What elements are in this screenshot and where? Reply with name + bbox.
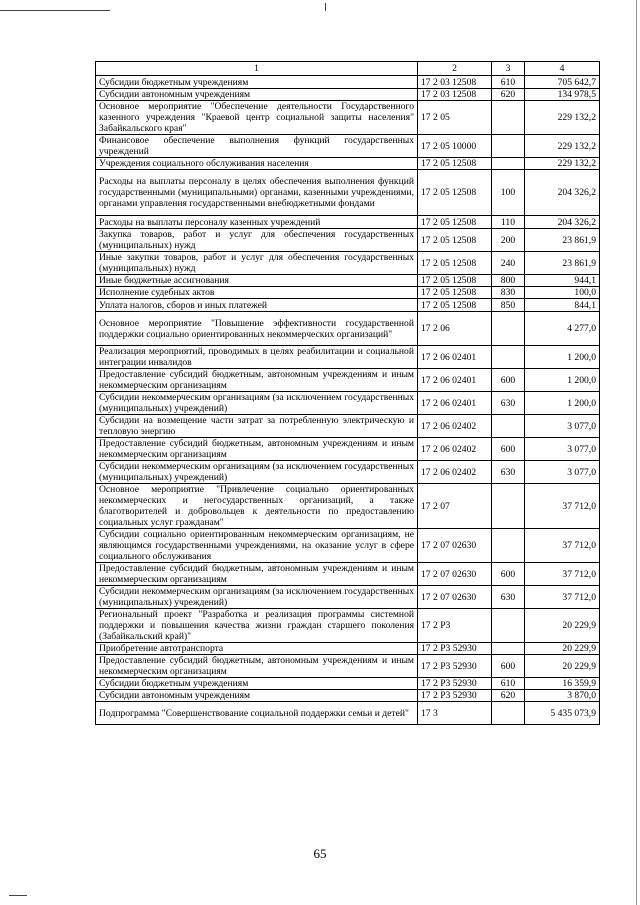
row-code-cell: 17 2 05 12508 xyxy=(418,287,492,299)
row-type-cell: 110 xyxy=(492,216,525,229)
table-row xyxy=(96,484,600,529)
row-type-cell xyxy=(492,609,525,643)
row-type-cell xyxy=(492,312,525,346)
table-row xyxy=(96,655,600,678)
row-code-cell: 17 2 P3 xyxy=(418,609,492,643)
row-sum-cell: 4 277,0 xyxy=(525,312,600,346)
row-code-cell: 17 2 05 12508 xyxy=(418,170,492,216)
row-type-cell: 600 xyxy=(492,369,525,392)
row-sum-cell: 16 359,9 xyxy=(525,678,600,690)
row-sum-cell: 20 229,9 xyxy=(525,643,600,655)
row-code-cell: 17 2 07 xyxy=(418,484,492,529)
row-type-cell xyxy=(492,346,525,369)
row-code-cell: 17 2 06 02401 xyxy=(418,369,492,392)
table-row xyxy=(96,216,600,229)
row-code-cell: 17 2 05 12508 xyxy=(418,275,492,287)
header-cell: 3 xyxy=(492,62,525,76)
table-row xyxy=(96,299,600,312)
row-code-cell: 17 2 05 12508 xyxy=(418,158,492,170)
table-row xyxy=(96,415,600,438)
row-sum-cell: 100,0 xyxy=(525,287,600,299)
row-name-cell: Субсидии социально ориентированным некоммерческим организациям, не являющимся государственными учреждениями, на оказание услуг в сфере социального обслуживания xyxy=(96,529,418,563)
table-row xyxy=(96,346,600,369)
row-type-cell: 600 xyxy=(492,438,525,461)
row-code-cell: 17 2 06 02401 xyxy=(418,346,492,369)
row-name-cell: Основное мероприятие "Обеспечение деятельности Государственного казенного учреждения "Краевой центр социальной защиты населения" Забайкальского края" xyxy=(96,101,418,135)
table-row xyxy=(96,252,600,275)
row-type-cell xyxy=(492,101,525,135)
row-code-cell: 17 2 07 02630 xyxy=(418,563,492,586)
table-row xyxy=(96,563,600,586)
row-type-cell: 850 xyxy=(492,299,525,312)
row-code-cell: 17 2 06 xyxy=(418,312,492,346)
row-sum-cell: 1 200,0 xyxy=(525,392,600,415)
row-sum-cell: 229 132,2 xyxy=(525,158,600,170)
row-type-cell: 630 xyxy=(492,586,525,609)
table-row xyxy=(96,392,600,415)
row-name-cell: Региональный проект "Разработка и реализация программы системной поддержки и повышения качества жизни граждан старшего поколения (Забайкальский край)" xyxy=(96,609,418,643)
row-sum-cell: 1 200,0 xyxy=(525,346,600,369)
row-name-cell: Предоставление субсидий бюджетным, автономным учреждениям и иным некоммерческим организациям xyxy=(96,655,418,678)
row-name-cell: Субсидии бюджетным учреждениям xyxy=(96,678,418,690)
row-type-cell: 100 xyxy=(492,170,525,216)
row-sum-cell: 229 132,2 xyxy=(525,135,600,158)
budget-table xyxy=(95,61,600,725)
page-number: 65 xyxy=(313,846,327,861)
row-code-cell: 17 2 07 02630 xyxy=(418,529,492,563)
row-name-cell: Предоставление субсидий бюджетным, автономным учреждениям и иным некоммерческим организациям xyxy=(96,369,418,392)
table-row xyxy=(96,135,600,158)
row-code-cell: 17 2 06 02401 xyxy=(418,392,492,415)
table-row xyxy=(96,438,600,461)
row-type-cell: 240 xyxy=(492,252,525,275)
row-type-cell xyxy=(492,415,525,438)
row-sum-cell: 134 978,5 xyxy=(525,89,600,101)
row-code-cell: 17 2 P3 52930 xyxy=(418,678,492,690)
row-sum-cell: 20 229,9 xyxy=(525,609,600,643)
row-code-cell: 17 2 03 12508 xyxy=(418,89,492,101)
row-type-cell xyxy=(492,158,525,170)
row-name-cell: Учреждения социального обслуживания населения xyxy=(96,158,418,170)
row-code-cell: 17 2 05 12508 xyxy=(418,216,492,229)
row-code-cell: 17 3 xyxy=(418,702,492,725)
row-sum-cell: 3 077,0 xyxy=(525,415,600,438)
table-row xyxy=(96,76,600,89)
row-name-cell: Субсидии некоммерческим организациям (за исключением государственных (муниципальных) учреждений) xyxy=(96,392,418,415)
table-row xyxy=(96,461,600,484)
row-sum-cell: 3 077,0 xyxy=(525,461,600,484)
row-sum-cell: 944,1 xyxy=(525,275,600,287)
row-type-cell: 610 xyxy=(492,678,525,690)
row-type-cell: 600 xyxy=(492,655,525,678)
row-name-cell: Реализация мероприятий, проводимых в целях реабилитации и социальной интеграции инвалидов xyxy=(96,346,418,369)
row-name-cell: Субсидии бюджетным учреждениям xyxy=(96,76,418,89)
row-sum-cell: 705 642,7 xyxy=(525,76,600,89)
row-name-cell: Исполнение судебных актов xyxy=(96,287,418,299)
row-sum-cell: 5 435 073,9 xyxy=(525,702,600,725)
row-type-cell xyxy=(492,643,525,655)
row-type-cell: 620 xyxy=(492,690,525,702)
scan-edge-mark xyxy=(636,0,637,905)
row-type-cell: 630 xyxy=(492,392,525,415)
row-sum-cell: 204 326,2 xyxy=(525,170,600,216)
table-row xyxy=(96,643,600,655)
table-row xyxy=(96,89,600,101)
header-cell: 2 xyxy=(418,62,492,76)
row-sum-cell: 37 712,0 xyxy=(525,586,600,609)
row-code-cell: 17 2 P3 52930 xyxy=(418,655,492,678)
row-type-cell: 800 xyxy=(492,275,525,287)
table-row xyxy=(96,287,600,299)
row-code-cell: 17 2 05 12508 xyxy=(418,299,492,312)
row-name-cell: Субсидии некоммерческим организациям (за исключением государственных (муниципальных) учреждений) xyxy=(96,461,418,484)
row-code-cell: 17 2 06 02402 xyxy=(418,415,492,438)
table-row xyxy=(96,609,600,643)
row-sum-cell: 37 712,0 xyxy=(525,563,600,586)
table-row xyxy=(96,158,600,170)
row-name-cell: Основное мероприятие "Привлечение социально ориентированных некоммерческих и негосударственных организаций, а также благотворителей и добровольцев к деятельности по предоставлению социальных услуг гражданам" xyxy=(96,484,418,529)
table-header-row xyxy=(96,62,600,76)
table-row xyxy=(96,586,600,609)
row-code-cell: 17 2 05 12508 xyxy=(418,229,492,252)
table-row xyxy=(96,101,600,135)
table-row xyxy=(96,690,600,702)
row-name-cell: Субсидии автономным учреждениям xyxy=(96,89,418,101)
row-type-cell: 610 xyxy=(492,76,525,89)
row-sum-cell: 204 326,2 xyxy=(525,216,600,229)
table-row xyxy=(96,229,600,252)
row-type-cell: 830 xyxy=(492,287,525,299)
table-row xyxy=(96,702,600,725)
row-type-cell xyxy=(492,135,525,158)
row-name-cell: Расходы на выплаты персоналу казенных учреждений xyxy=(96,216,418,229)
row-sum-cell: 3 077,0 xyxy=(525,438,600,461)
row-code-cell: 17 2 07 02630 xyxy=(418,586,492,609)
table-row xyxy=(96,312,600,346)
row-code-cell: 17 2 P3 52930 xyxy=(418,690,492,702)
table-row xyxy=(96,678,600,690)
table-row xyxy=(96,529,600,563)
row-name-cell: Предоставление субсидий бюджетным, автономным учреждениям и иным некоммерческим организациям xyxy=(96,438,418,461)
row-name-cell: Подпрограмма "Совершенствование социальной поддержки семьи и детей" xyxy=(96,702,418,725)
scan-edge-mark xyxy=(0,10,110,11)
row-code-cell: 17 2 03 12508 xyxy=(418,76,492,89)
table-row xyxy=(96,170,600,216)
row-name-cell: Субсидии на возмещение части затрат за потребленную электрическую и тепловую энергию xyxy=(96,415,418,438)
row-name-cell: Основное мероприятие "Повышение эффективности государственной поддержки социально ориентированных некоммерческих организаций" xyxy=(96,312,418,346)
row-code-cell: 17 2 06 02402 xyxy=(418,461,492,484)
row-name-cell: Закупка товаров, работ и услуг для обеспечения государственных (муниципальных) нужд xyxy=(96,229,418,252)
table-row xyxy=(96,275,600,287)
row-name-cell: Субсидии некоммерческим организациям (за исключением государственных (муниципальных) учреждений) xyxy=(96,586,418,609)
row-name-cell: Субсидии автономным учреждениям xyxy=(96,690,418,702)
row-sum-cell: 23 861,9 xyxy=(525,229,600,252)
header-cell: 1 xyxy=(96,62,418,76)
row-sum-cell: 37 712,0 xyxy=(525,529,600,563)
table-row xyxy=(96,369,600,392)
header-cell: 4 xyxy=(525,62,600,76)
row-sum-cell: 3 870,0 xyxy=(525,690,600,702)
row-name-cell: Приобретение автотранспорта xyxy=(96,643,418,655)
row-name-cell: Иные бюджетные ассигнования xyxy=(96,275,418,287)
row-code-cell: 17 2 06 02402 xyxy=(418,438,492,461)
row-type-cell: 600 xyxy=(492,563,525,586)
row-sum-cell: 23 861,9 xyxy=(525,252,600,275)
row-name-cell: Расходы на выплаты персоналу в целях обеспечения выполнения функций государственными (муниципальными) органами, казенными учреждениями, органами управления государственными внебюджетными фондами xyxy=(96,170,418,216)
row-sum-cell: 37 712,0 xyxy=(525,484,600,529)
row-code-cell: 17 2 05 10000 xyxy=(418,135,492,158)
row-name-cell: Иные закупки товаров, работ и услуг для обеспечения государственных (муниципальных) нужд xyxy=(96,252,418,275)
row-code-cell: 17 2 P3 52930 xyxy=(418,643,492,655)
scan-edge-mark xyxy=(9,895,27,896)
row-name-cell: Уплата налогов, сборов и иных платежей xyxy=(96,299,418,312)
row-code-cell: 17 2 05 xyxy=(418,101,492,135)
row-name-cell: Финансовое обеспечение выполнения функций государственных учреждений xyxy=(96,135,418,158)
row-type-cell: 620 xyxy=(492,89,525,101)
row-type-cell: 630 xyxy=(492,461,525,484)
scan-edge-mark xyxy=(325,3,326,11)
row-sum-cell: 20 229,9 xyxy=(525,655,600,678)
row-type-cell xyxy=(492,484,525,529)
row-sum-cell: 844,1 xyxy=(525,299,600,312)
row-sum-cell: 229 132,2 xyxy=(525,101,600,135)
row-type-cell xyxy=(492,529,525,563)
row-name-cell: Предоставление субсидий бюджетным, автономным учреждениям и иным некоммерческим организациям xyxy=(96,563,418,586)
row-code-cell: 17 2 05 12508 xyxy=(418,252,492,275)
row-sum-cell: 1 200,0 xyxy=(525,369,600,392)
row-type-cell xyxy=(492,702,525,725)
row-type-cell: 200 xyxy=(492,229,525,252)
